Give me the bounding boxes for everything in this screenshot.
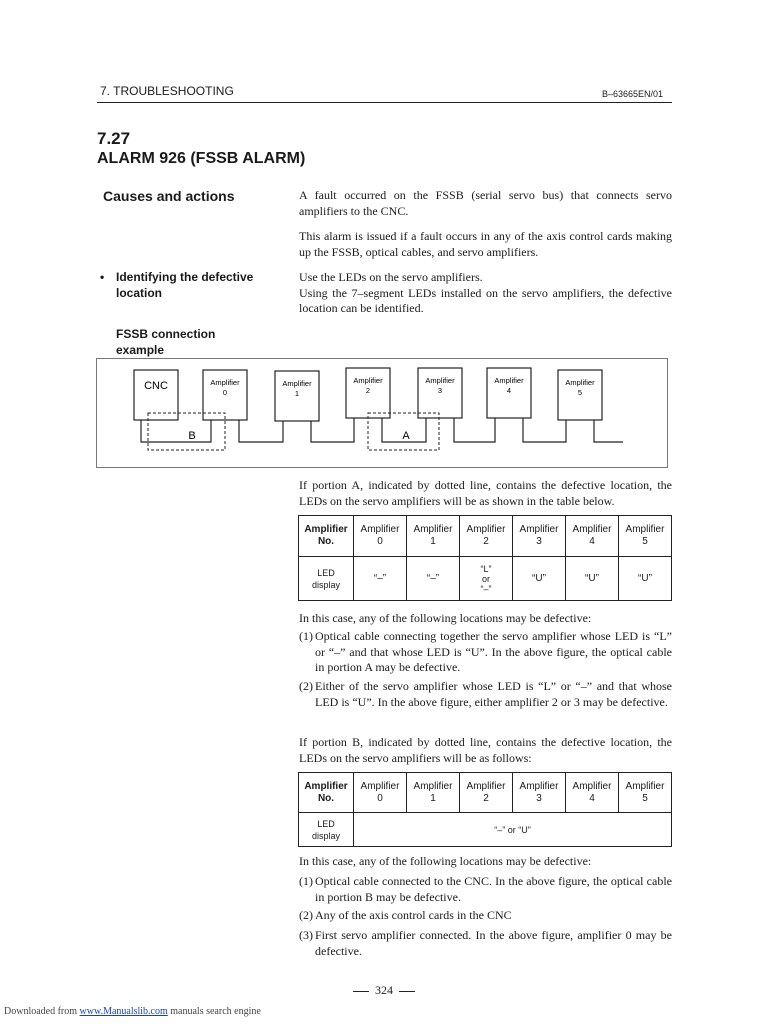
paragraph-portion-b: If portion B, indicated by dotted line, contains the defective location, the LEDs on the servo amplifiers will be as follows:: [299, 735, 672, 765]
table-cell: “U”: [566, 557, 619, 601]
list-item: (1) Optical cable connecting together the servo amplifier whose LED is “L” or “–” and that whose LED is “U”. In the above figure, the optical cable in portion A may be defective.: [299, 629, 672, 674]
paragraph-alarm: This alarm is issued if a fault occurs in any of the axis control cards making up the FSSB, optical cables, and servo amplifiers.: [299, 229, 672, 259]
list-item: (3) First servo amplifier connected. In the above figure, amplifier 0 may be defective.: [299, 928, 672, 958]
header-cell: Amplifier 4: [566, 773, 619, 813]
download-credit: [4, 1006, 261, 1017]
amplifier-2: [346, 368, 390, 418]
section-number: 7.27: [97, 129, 131, 148]
amplifier-number: 3: [437, 386, 443, 395]
header-line: Amplifier: [304, 524, 348, 535]
header-cell: Amplifier 1: [407, 516, 460, 557]
amplifier-3: [418, 368, 462, 418]
paragraph-leds-line2: Using the 7–segment LEDs installed on the servo amplifiers, the defective location can be identified.: [299, 285, 672, 315]
led-table-portion-a: [298, 515, 672, 601]
bullet-icon: •: [100, 270, 105, 284]
fssb-diagram: [96, 358, 668, 468]
amplifier-number: 1: [294, 389, 300, 398]
table-cell: “L” or “–”: [460, 557, 513, 601]
table-cell: “U”: [513, 557, 566, 601]
amplifier-label: Amplifier: [353, 376, 383, 385]
amplifier-5: [558, 370, 602, 420]
dash-left: [353, 991, 369, 992]
table-header-row: [299, 516, 672, 557]
table-cell: “U”: [619, 557, 672, 601]
header-cell: Amplifier 1: [407, 773, 460, 813]
table-row: [299, 557, 672, 601]
download-suffix: manuals search engine: [170, 1006, 261, 1017]
table-header-row: [299, 773, 672, 813]
amplifier-4: [487, 368, 531, 418]
header-cell: Amplifier 4: [566, 516, 619, 557]
row-label-led-display: LED display: [299, 557, 354, 601]
paragraph-case-b: In this case, any of the following locations may be defective:: [299, 854, 592, 868]
amplifier-label: Amplifier: [282, 379, 312, 388]
amplifier-number: 0: [222, 388, 228, 397]
table-row: [299, 813, 672, 847]
header-cell: Amplifier 5: [619, 516, 672, 557]
dash-right: [399, 991, 415, 992]
table-cell: “–”: [354, 557, 407, 601]
table-cell: “–”: [407, 557, 460, 601]
section-title: ALARM 926 (FSSB ALARM): [97, 150, 306, 167]
header-line: No.: [317, 536, 335, 547]
header-cell-amplifier-no: Amplifier No.: [299, 773, 354, 813]
header-cell: Amplifier 5: [619, 773, 672, 813]
header-cell: Amplifier 2: [460, 773, 513, 813]
manualslib-link[interactable]: www.Manualslib.com: [79, 1006, 168, 1017]
optical-cables: [141, 418, 623, 442]
identifying-heading-text: Identifying the defective location: [116, 270, 254, 300]
amplifier-label: Amplifier: [565, 378, 595, 387]
header-cell-amplifier-no: [299, 516, 354, 557]
amplifier-label: Amplifier: [425, 376, 455, 385]
amplifier-1: [275, 371, 319, 421]
header-cell: Amplifier 0: [354, 516, 407, 557]
paragraph-portion-a: If portion A, indicated by dotted line, contains the defective location, the LEDs on the servo amplifiers will be as shown in the table below.: [299, 478, 672, 508]
list-item: (1) Optical cable connected to the CNC. In the above figure, the optical cable in portion B may be defective.: [299, 874, 672, 904]
download-prefix: Downloaded from: [4, 1006, 78, 1017]
fssb-diagram-svg: [97, 359, 667, 467]
amplifier-label: Amplifier: [494, 376, 524, 385]
paragraph-fault: A fault occurred on the FSSB (serial servo bus) that connects servo amplifiers to the CNC.: [299, 188, 672, 218]
table-cell-merged: “–” or “U”: [354, 813, 672, 847]
amplifier-number: 4: [506, 386, 512, 395]
chapter-heading: 7. TROUBLESHOOTING: [100, 84, 234, 98]
page-number: [0, 983, 768, 998]
list-item: (2) Either of the servo amplifier whose LED is “L” or “–” and that whose LED is “U”. In the above figure, either amplifier 2 or 3 may be defective.: [299, 679, 672, 709]
amplifier-label: Amplifier: [210, 378, 240, 387]
paragraph-leds: [299, 270, 672, 317]
list-item: (2) Any of the axis control cards in the CNC: [299, 908, 512, 922]
row-label-led-display: LED display: [299, 813, 354, 847]
portion-a-label: A: [402, 430, 410, 442]
causes-heading: Causes and actions: [103, 188, 235, 204]
portion-b-label: B: [188, 430, 196, 442]
amplifier-number: 2: [365, 386, 371, 395]
header-cell: Amplifier 2: [460, 516, 513, 557]
amplifier-number: 5: [577, 388, 583, 397]
led-table-portion-b: [298, 772, 672, 847]
header-cell: Amplifier 3: [513, 773, 566, 813]
header-cell: Amplifier 3: [513, 516, 566, 557]
document-code: B–63665EN/01: [602, 89, 664, 99]
example-heading: FSSB connection example: [116, 327, 216, 357]
page-number-text: 324: [375, 983, 393, 997]
header-rule: [97, 102, 672, 103]
header-cell: Amplifier 0: [354, 773, 407, 813]
paragraph-case-a: In this case, any of the following locations may be defective:: [299, 611, 592, 625]
paragraph-leds-line1: Use the LEDs on the servo amplifiers.: [299, 270, 483, 284]
cnc-label: CNC: [144, 380, 168, 392]
